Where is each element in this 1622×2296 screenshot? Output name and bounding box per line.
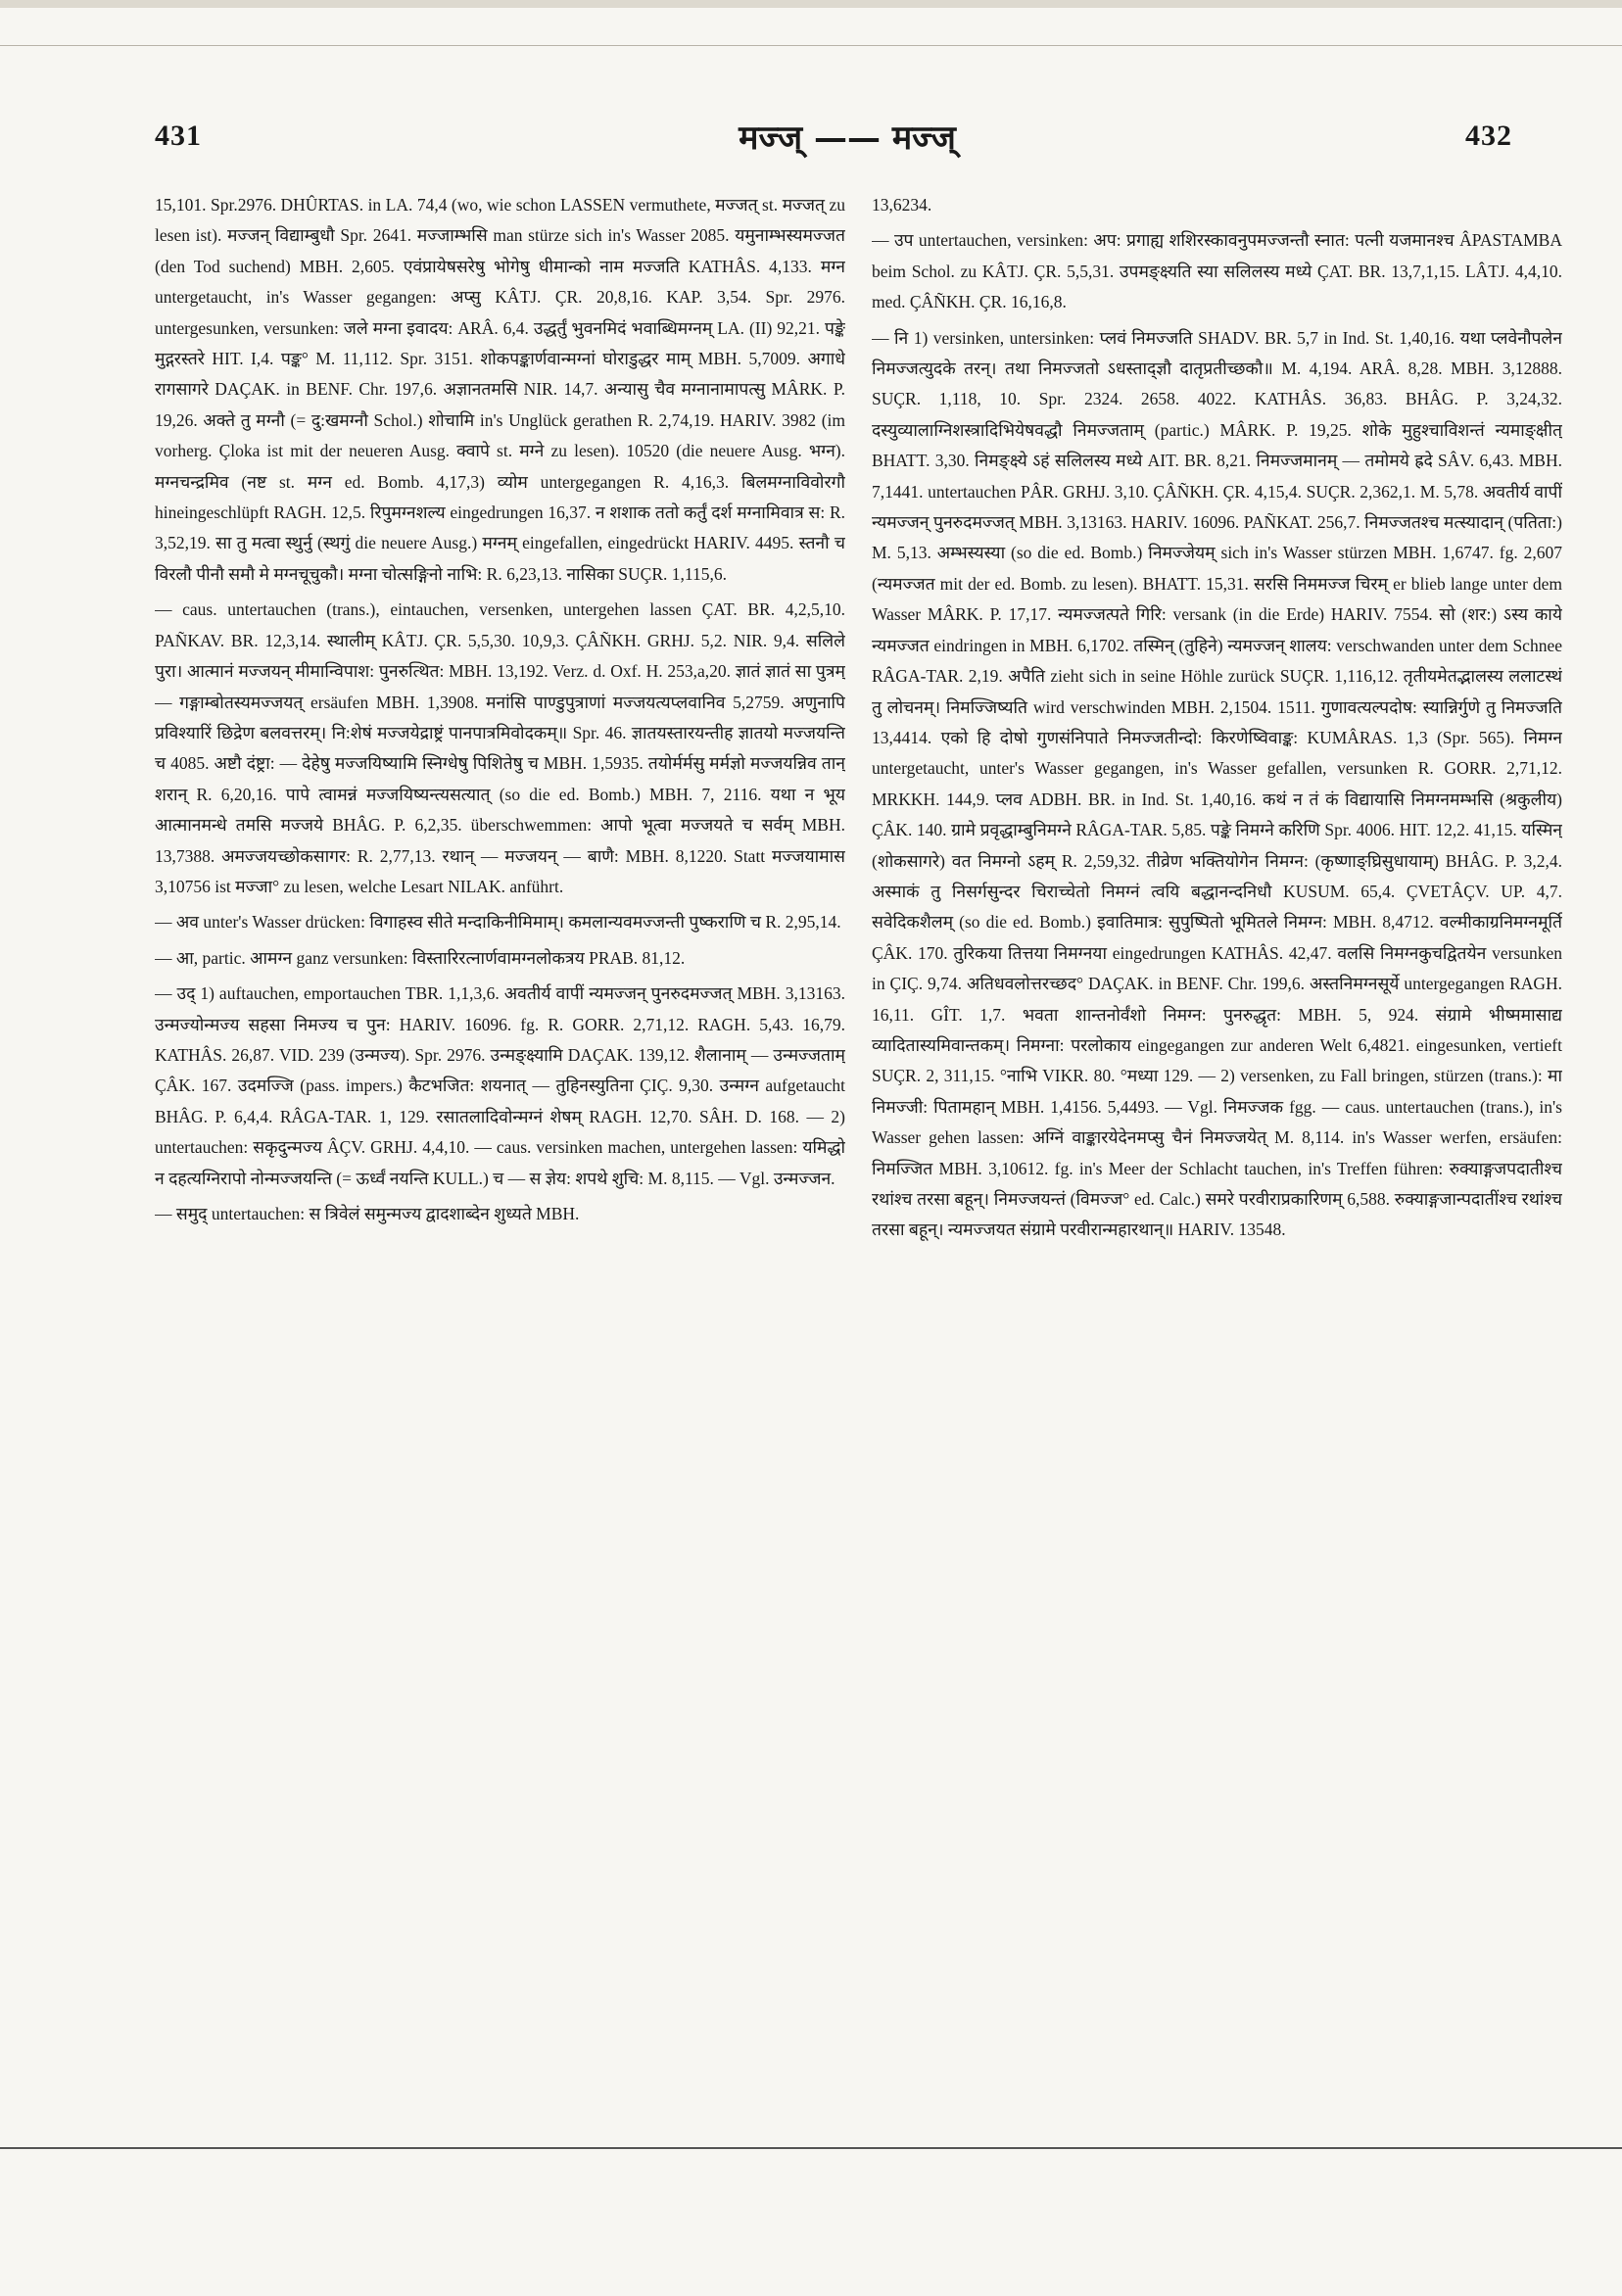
- left-column: [155, 190, 845, 2110]
- entry-paragraph: 13,6234.: [872, 195, 932, 215]
- page-header: [0, 110, 1622, 168]
- page-number-right: 432: [1465, 120, 1512, 152]
- entry-paragraph: — अव unter's Wasser drücken: विगाहस्व सीते मन्दाकिनीमिमाम्। कमलान्यवमज्जन्ती पुष्कराणि च R. 2,95,14.: [155, 912, 841, 933]
- footer-rule: [0, 2147, 1622, 2149]
- entry-paragraph: — caus. untertauchen (trans.), eintauchen, versenken, untergehen lassen ÇAT. BR. 4,2,5,10. PAÑKAV. BR. 12,3,14. स्थालीम् KÂTJ. ÇR. 5,5,30. 10,9,3. ÇÂÑKH. GRHJ. 5,2. NIR. 9,4. सलिले पुरा। आत्मानं मज्जयन् मीमान्विपाश: पुनरुत्थित: MBH. 13,192. Verz. d. Oxf. H. 253,a,20. ज्ञातं ज्ञातं सा पुत्रम् — गङ्गाम्बोतस्यमज्जयत् ersäufen MBH. 1,3908. मनांसि पाण्डुपुत्राणां मज्जयत्यप्लवानिव 5,2759. अणुनापि प्रविश्यारिं छिद्रेण बलवत्तरम्। नि:शेषं मज्जयेद्राष्ट्रं पानपात्रमिवोदकम्॥ Spr. 46. ज्ञातयस्तारयन्तीह ज्ञातयो मज्जयन्ति च 4085. अष्टौ दंष्ट्रा: — देहेषु मज्जयिष्यामि स्निग्धेषु पिशितेषु च MBH. 1,5935. तयोर्मर्मसु मर्मज्ञो मज्जयन्निव तान् शरान् R. 6,20,16. पापे त्वामन्नं मज्जयिष्यन्त्यसत्यात् (so die ed. Bomb.) MBH. 7, 2116. यथा न भूय आत्मानमन्धे तमसि मज्जये BHÂG. P. 6,2,35. überschwemmen: आपो भूत्वा मज्जयते च सर्वम् MBH. 13,7388. अमज्जयच्छोकसागर: R. 2,77,13. रथान् — मज्जयन् — बाणै: MBH. 8,1220. Statt मज्जयामास 3,10756 ist मज्जा° zu lesen, welche Lesart NILAK. anführt.: [155, 599, 845, 896]
- scan-edge: [0, 0, 1622, 8]
- entry-paragraph: — आ, partic. आमग्न ganz versunken: विस्तारिरत्नार्णवामग्नलोकत्रय PRAB. 81,12.: [155, 947, 686, 968]
- entry-paragraph: — उद् 1) auftauchen, emportauchen TBR. 1,1,3,6. अवतीर्य वापीं न्यमज्जन् पुनरुदमज्जत् MBH. 3,13163. उन्मज्योन्मज्य सहसा निमज्य च पुन: HARIV. 16096. fg. R. GORR. 2,71,12. RAGH. 5,43. 16,79. KATHÂS. 26,87. VID. 239 (उन्मज्य). Spr. 2976. उन्मङ्क्ष्यामि DAÇAK. 139,12. शैलानाम् — उन्मज्जताम् ÇÂK. 167. उदमज्जि (pass. impers.) कैटभजित: शयनात् — तुहिनस्युतिना ÇIÇ. 9,30. उन्मग्न aufgetaucht BHÂG. P. 6,4,4. RÂGA-TAR. 1, 129. रसातलादिवोन्मग्नं शेषम् RAGH. 12,70. SÂH. D. 168. — 2) untertauchen: सकृदुन्मज्य ÂÇV. GRHJ. 4,4,10. — caus. versinken machen, untergehen lassen: यमिद्धो न दहत्यग्निरापो नोन्मज्जयन्ति (= ऊर्ध्वं नयन्ति KULL.) च — स ज्ञेय: शपथे शुचि: M. 8,115. — Vgl. उन्मज्जन.: [155, 983, 845, 1188]
- running-head: मज्ज् —— मज्ज्: [739, 119, 956, 158]
- right-column: [872, 190, 1562, 2110]
- entry-paragraph: — नि 1) versinken, untersinken: प्लवं निमज्जति SHADV. BR. 5,7 in Ind. St. 1,40,16. यथा प्लवेनौपलेन निमज्जत्युदके तरन्। तथा निमज्जतो ऽधस्ताद्ज्ञौ दातृप्रतीच्छकौ॥ M. 4,194. ARÂ. 8,28. MBH. 3,12888. SUÇR. 1,118, 10. Spr. 2324. 2658. 4022. KATHÂS. 36,83. BHÂG. P. 3,24,32. दस्युव्यालाग्निशस्त्रादिभियेषवद्धौ निमज्जताम् (partic.) MÂRK. P. 19,25. शोके मुहुश्चाविशन्तं न्यमाङ्क्षीत् BHATT. 3,30. निमङ्क्ष्ये ऽहं सलिलस्य मध्ये AIT. BR. 8,21. निमज्जमानम् — तमोमये ह्रदे SÂV. 6,43. MBH. 7,1441. untertauchen PÂR. GRHJ. 3,10. ÇÂÑKH. ÇR. 4,15,4. SUÇR. 2,362,1. M. 5,78. अवतीर्य वापीं न्यमज्जन् पुनरुदमज्जत् MBH. 3,13163. HARIV. 16096. PAÑKAT. 256,7. निमज्जतश्च मत्स्यादान् (पतिता:) M. 5,13. अम्भस्यस्या (so die ed. Bomb.) निमज्जेयम् sich in's Wasser stürzen MBH. 1,6747. fg. 2,607 (न्यमज्जत mit der ed. Bomb. zu lesen). BHATT. 15,31. सरसि निममज्ज चिरम् er blieb lange unter dem Wasser MÂRK. P. 17,17. न्यमज्जत्पते गिरि: versank (in die Erde) HARIV. 7554. सो (शर:) ऽस्य काये न्यमज्जत eindringen in MBH. 6,1702. तस्मिन् (तुहिने) न्यमज्जन् शालय: verschwanden unter dem Schnee RÂGA-TAR. 2,19. अपैति zieht sich in seine Höhle zurück SUÇR. 1,116,12. तृतीयमेतद्भालस्य ललाटस्थं तु लोचनम्। निमज्जिष्यति wird verschwinden MBH. 2,1504. 1511. गुणावत्यल्पदोष: स्यान्निर्गुणे तु निमज्जति 13,4414. एको हि दोषो गुणसंनिपाते निमज्जतीन्दो: किरणेष्विवाङ्क: KUMÂRAS. 1,3 (Spr. 565). निमग्न untergetaucht, unter's Wasser gegangen, in's Wasser gefallen, versunken R. GORR. 2,71,12. MRKKH. 144,9. प्लव ADBH. BR. in Ind. St. 1,40,16. कथं न तं कं विद्यायासि निमग्नमम्भसि (श्रकुलीय) ÇÂK. 140. ग्रामे प्रवृद्धाम्बुनिमग्ने RÂGA-TAR. 5,85. पङ्के निमग्ने करिणि Spr. 4006. HIT. 12,2. 41,15. यस्मिन् (शोकसागरे) वत निमग्नो ऽहम् R. 2,59,32. तीव्रेण भक्तियोगेन निमग्न: (कृष्णाङ्घ्रिसुधायाम्) BHÂG. P. 3,2,4. अस्माकं तु निसर्गसुन्दर चिराच्चेतो निमग्नं त्वयि बद्धानन्दनिधौ KUSUM. 65,4. ÇVETÂÇV. UP. 4,7. सवेदिकशैलम् (so die ed. Bomb.) इवातिमात्र: सुपुष्पितो भूमितले निमग्न: MBH. 8,4712. वल्मीकाग्रनिमग्नमूर्ति ÇÂK. 170. तुरिकया तित्तया निमग्नया eingedrungen KATHÂS. 42,47. वलसि निमग्नकुचद्वितयेन versunken in ÇIÇ. 9,74. अतिधवलोत्तरच्छद° DAÇAK. in BENF. Chr. 199,6. अस्तनिमग्नसूर्ये untergegangen RAGH. 16,11. GÎT. 1,7. भवता शान्तनोर्वंशो निमग्न: पुनरुद्धृत: MBH. 5, 924. संग्रामे भीष्ममासाद्य व्यादितास्यमिवान्तकम्। निमग्ना: परलोकाय eingegangen zur anderen Welt 6,4821. eingesunken, vertieft SUÇR. 2, 311,15. °नाभि VIKR. 80. °मध्या 129. — 2) versenken, zu Fall bringen, stürzen (trans.): मा निमज्जी: पितामहान् MBH. 1,4156. 5,4493. — Vgl. निमज्जक fgg. — caus. untertauchen (trans.), in's Wasser gehen lassen: अग्निं वाङ्कारयेदेनमप्सु चैनं निमज्जयेत् M. 8,114. in's Wasser werfen, ersäufen: निमज्जित MBH. 3,10612. fg. in's Meer der Schlacht tauchen, in's Treffen führen: रुक्याङ्गजपदातीश्च रथांश्च तरसा बहून्। निमज्जयन्तं (विमज्ज° ed. Calc.) समरे परवीराप्रकारिणम् 6,588. रुक्याङ्गजान्पदातींश्च रथांश्च तरसा बहून्। न्यमज्जयत संग्रामे परवीरान्महारथान्॥ HARIV. 13548.: [872, 327, 1562, 1240]
- scan-top-rule: [0, 45, 1622, 46]
- page-number-left: 431: [155, 120, 202, 152]
- entry-paragraph: — समुद् untertauchen: स त्रिवेलं समुन्मज्य द्वादशाब्देन शुध्यते MBH.: [155, 1204, 580, 1223]
- entry-paragraph: — उप untertauchen, versinken: अप: प्रगाह्य शशिरस्कावनुपमज्जन्तौ स्नात: पत्नी यजमानश्च ÂPASTAMBA beim Schol. zu KÂTJ. ÇR. 5,5,31. उपमङ्क्ष्यति स्या सलिलस्य मध्ये ÇAT. BR. 13,7,1,15. LÂTJ. 4,4,10. med. ÇÂÑKH. ÇR. 16,16,8.: [872, 230, 1562, 312]
- entry-paragraph: 15,101. Spr.2976. DHÛRTAS. in LA. 74,4 (wo, wie schon LASSEN vermuthete, मज्जत् st. मज्जत् zu lesen ist). मज्जन् विद्याम्बुधौ Spr. 2641. मज्जाम्भसि man stürze sich in's Wasser 2085. यमुनाम्भस्यमज्जत (den Tod suchend) MBH. 2,605. एवंप्रायेषसरेषु भोगेषु धीमान्को नाम मज्जति KATHÂS. 4,133. मग्न untergetaucht, in's Wasser gegangen: अप्सु KÂTJ. ÇR. 20,8,16. KAP. 3,54. Spr. 2976. untergesunken, versunken: जले मग्ना इवादय: ARÂ. 6,4. उद्धर्तुं भुवनमिदं भवाब्धिमग्नम् LA. (II) 92,21. पङ्के मुद्गरस्तरे HIT. I,4. पङ्क° M. 11,112. Spr. 3151. शोकपङ्कार्णवान्मग्नां घोराडुद्धर माम् MBH. 5,7009. अगाधे रागसागरे DAÇAK. in BENF. Chr. 197,6. अज्ञानतमसि NIR. 14,7. अन्यासु चैव मग्नानामापत्सु MÂRK. P. 19,26. अक्ते तु मग्नौ (= दु:खमग्नौ Schol.) शोचामि in's Unglück gerathen R. 2,74,19. HARIV. 3982 (im vorherg. Çloka ist mit der neueren Ausg. क्वापे st. मग्ने zu lesen). 10520 (die neuere Ausg. भग्न). मग्नचन्द्रमिव (नष्ट st. मग्न ed. Bomb. 4,17,3) व्योम untergegangen R. 4,16,3. बिलमग्नाविवोरगौ hineingeschlüpft RAGH. 12,5. रिपुमग्नशल्य eingedrungen 16,37. न शशाक ततो कर्तुं दर्श मग्नामिवात्र स: R. 3,52,19. सा तु मत्वा स्थुर्नु (स्थगुं die neuere Ausg.) मग्नम् eingefallen, eingedrückt HARIV. 4495. स्तनौ च विरलौ पीनौ समौ मे मग्नचूचुकौ। मग्ना चोत्सङ्गिनो नाभि: R. 6,23,13. नासिका SUÇR. 1,115,6.: [155, 195, 845, 584]
